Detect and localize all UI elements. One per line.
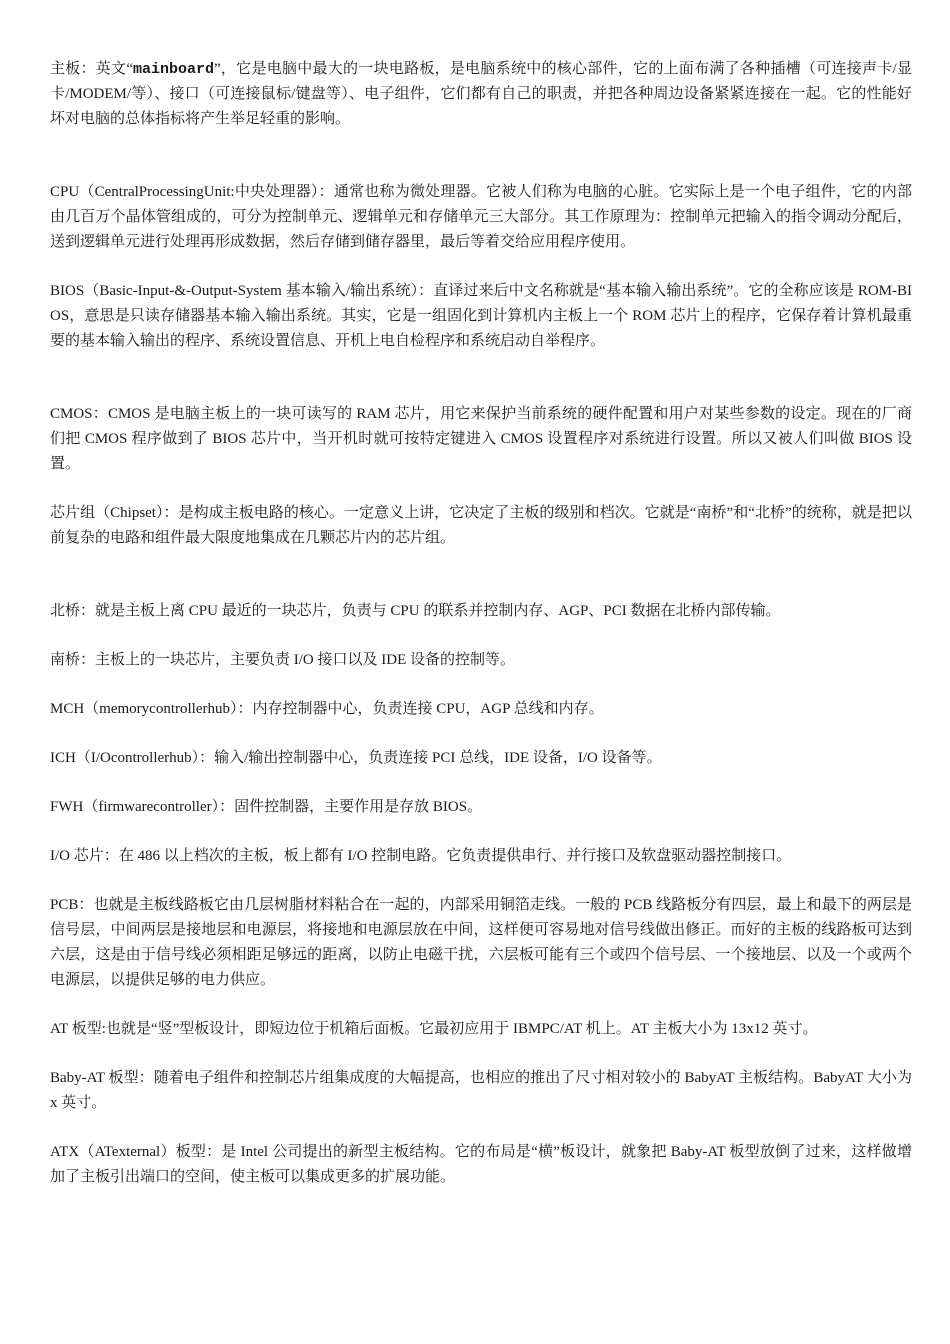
paragraph-southbridge: 南桥：主板上的一块芯片，主要负责 I/O 接口以及 IDE 设备的控制等。: [50, 652, 515, 668]
paragraph-cpu: CPU（CentralProcessingUnit:中央处理器）：通常也称为微处理器。它被人们称为电脑的心脏。它实际上是一个电子组件，它的内部由几百万个晶体管组成的，可分为控制单元、逻辑单元和存储单元三大部分。其工作原理为：控制单元把输入的指令调动分配后，送到逻辑单元进行处理再形成数据，然后存储到储存器里，最后等着交给应用程序使用。: [50, 184, 912, 250]
paragraph-northbridge: 北桥：就是主板上离 CPU 最近的一块芯片，负责与 CPU 的联系并控制内存、AGP、PCI 数据在北桥内部传输。: [50, 603, 781, 619]
paragraph-pcb: PCB：也就是主板线路板它由几层树脂材料粘合在一起的，内部采用铜箔走线。一般的 PCB 线路板分有四层，最上和最下的两层是信号层，中间两层是接地层和电源层，将接地和电源层放在中间，这样便可容易地对信号线做出修正。而好的主板的线路板可达到六层，这是由于信号线必须相距足够远的距离，以防止电磁干扰，六层板可能有三个或四个信号层、一个接地层、以及一个或两个电源层，以提供足够的电力供应。: [50, 897, 912, 988]
paragraph-atx-board: ATX（ATexternal）板型：是 Intel 公司提出的新型主板结构。它的布局是“横”板设计，就象把 Baby-AT 板型放倒了过来，这样做增加了主板引出端口的空间，使主板可以集成更多的扩展功能。: [50, 1144, 912, 1185]
paragraph-cmos: CMOS：CMOS 是电脑主板上的一块可读写的 RAM 芯片，用它来保护当前系统的硬件配置和用户对某些参数的设定。现在的厂商们把 CMOS 程序做到了 BIOS 芯片中，当开机时就可按特定键进入 CMOS 设置程序对系统进行设置。所以又被人们叫做 BIOS 设置。: [50, 406, 912, 472]
mainboard-body-text: ”，它是电脑中最大的一块电路板，是电脑系统中的核心部件，它的上面布满了各种插槽（可连接声卡/显卡/MODEM/等）、接口（可连接鼠标/键盘等）、电子组件，它们都有自己的职责，并把各种周边设备紧紧连接在一起。它的性能好坏对电脑的总体指标将产生举足轻重的影响。: [50, 61, 912, 127]
paragraph-baby-at-board: Baby-AT 板型：随着电子组件和控制芯片组集成度的大幅提高，也相应的推出了尺寸相对较小的 BabyAT 主板结构。BabyAT 大小为 x 英寸。: [50, 1070, 912, 1111]
paragraph-bios: BIOS（Basic-Input-&-Output-System 基本输入/输出系统）：直译过来后中文名称就是“基本输入输出系统”。它的全称应该是 ROM-BIOS，意思是只读存储器基本输入输出系统。其实，它是一组固化到计算机内主板上一个 ROM 芯片上的程序，它保存着计算机最重要的基本输入输出的程序、系统设置信息、开机上电自检程序和系统启动自举程序。: [50, 283, 912, 349]
paragraph-chipset: 芯片组（Chipset）：是构成主板电路的核心。一定意义上讲，它决定了主板的级别和档次。它就是“南桥”和“北桥”的统称，就是把以前复杂的电路和组件最大限度地集成在几颗芯片内的芯片组。: [50, 505, 912, 546]
paragraph-io-chip: I/O 芯片：在 486 以上档次的主板，板上都有 I/O 控制电路。它负责提供串行、并行接口及软盘驱动器控制接口。: [50, 848, 792, 864]
mainboard-code-term: mainboard: [132, 61, 214, 78]
mainboard-intro-text: 主板：英文“: [50, 61, 133, 77]
paragraph-mch: MCH（memorycontrollerhub）：内存控制器中心，负责连接 CPU，AGP 总线和内存。: [50, 701, 604, 717]
paragraph-ich: ICH（I/Ocontrollerhub）：输入/输出控制器中心，负责连接 PCI 总线，IDE 设备，I/O 设备等。: [50, 750, 662, 766]
paragraph-mainboard: [50, 57, 912, 132]
document-page: [50, 57, 912, 1190]
paragraph-at-board: AT 板型:也就是“竖”型板设计，即短边位于机箱后面板。它最初应用于 IBMPC/AT 机上。AT 主板大小为 13x12 英寸。: [50, 1021, 818, 1037]
paragraph-fwh: FWH（firmwarecontroller）：固件控制器，主要作用是存放 BIOS。: [50, 799, 483, 815]
